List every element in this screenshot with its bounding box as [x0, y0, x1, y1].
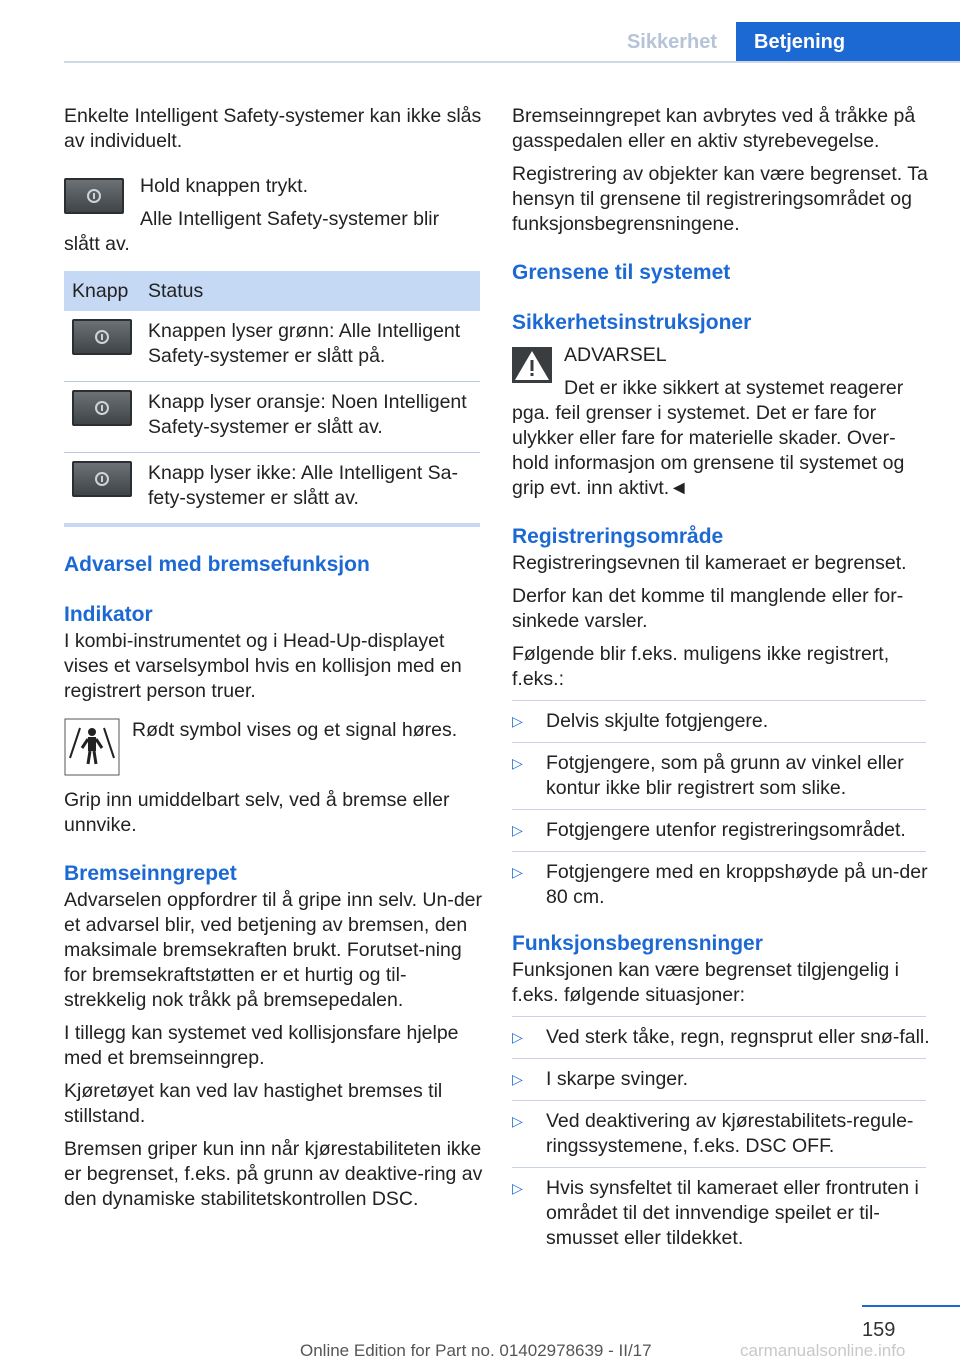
bullet-icon: ▷	[512, 1113, 523, 1129]
list-divider	[512, 809, 926, 810]
heading-advarsel: Advarsel med bremsefunksjon	[64, 553, 370, 576]
list-item: ▷ Hvis synsfeltet til kameraet eller frontruten i området til det innvendige speilet er til-smusset eller tildekket.	[512, 1177, 919, 1249]
brems-text-4: Bremsen griper kun inn når kjørestabiliteten ikke er begrenset, f.eks. på grunn av deaktive-ring av den dynamiske stabilitetskontrollen DSC.	[64, 1138, 483, 1210]
hold-block	[64, 174, 484, 257]
table-cell-status: Knappen lyser grønn: Alle Intelligent Safety-systemer er slått på.	[140, 311, 480, 382]
bullet-icon: ▷	[512, 755, 523, 771]
grip-text: Grip inn umiddelbart selv, ved å bremse eller unnvike.	[64, 789, 450, 836]
table-row	[64, 382, 480, 453]
table-head-knapp: Knapp	[64, 271, 140, 311]
bullet-icon: ▷	[512, 864, 523, 880]
brems-text-2: I tillegg kan systemet ved kollisjonsfare hjelpe med et bremseinngrep.	[64, 1022, 459, 1069]
brems-text-3: Kjøretøyet kan ved lav hastighet bremses til stillstand.	[64, 1080, 443, 1127]
heading-bremseinngrep: Bremseinngrepet	[64, 862, 237, 885]
bullet-icon: ▷	[512, 713, 523, 729]
tab-betjening[interactable]: Betjening	[736, 22, 960, 62]
table-cell-status: Knapp lyser oransje: Noen Intelligent Safety-systemer er slått av.	[140, 382, 480, 453]
list-divider	[512, 1016, 926, 1017]
green-button-icon	[72, 319, 132, 355]
reg-list	[512, 700, 932, 910]
warning-title: ADVARSEL	[564, 344, 667, 366]
list-item: ▷ Ved deaktivering av kjørestabilitets-regule-ringssystemene, f.eks. DSC OFF.	[512, 1110, 914, 1157]
bullet-icon: ▷	[512, 1029, 523, 1045]
list-item: ▷ I skarpe svinger.	[512, 1068, 688, 1090]
header-rule	[64, 61, 960, 63]
intro-text: Enkelte Intelligent Safety-systemer kan ikke slås av individuelt.	[64, 105, 482, 152]
off-button-icon	[72, 461, 132, 497]
list-divider	[512, 700, 926, 701]
heading-registreringsomrade: Registreringsområde	[512, 525, 724, 548]
table-row	[64, 311, 480, 382]
right-column	[512, 104, 932, 1259]
funk-list	[512, 1016, 932, 1251]
edition-text: Online Edition for Part no. 01402978639 - II/17	[300, 1341, 652, 1360]
footer-rule	[862, 1305, 960, 1307]
reg-text-1: Registreringsevnen til kameraet er begrenset.	[512, 552, 907, 574]
symbol-text: Rødt symbol vises og et signal høres.	[132, 719, 458, 741]
list-divider	[512, 1100, 926, 1101]
list-divider	[512, 742, 926, 743]
warning-triangle-icon	[512, 347, 552, 383]
hold-text-1: Hold knappen trykt.	[140, 175, 309, 197]
heading-funksjonsbegrensninger: Funksjonsbegrensninger	[512, 932, 763, 955]
list-divider	[512, 1167, 926, 1168]
pedestrian-warning-icon	[64, 718, 120, 776]
left-column	[64, 104, 484, 1212]
reg-text-2: Derfor kan det komme til manglende eller for-sinkede varsler.	[512, 585, 904, 632]
list-item: ▷ Fotgjengere utenfor registreringsområdet.	[512, 819, 906, 841]
list-item: ▷ Delvis skjulte fotgjengere.	[512, 710, 769, 732]
warning-text-rest: pga. feil grenser i systemet. Det er fare for ulykker eller fare for materielle skader. Over-hold informasjon om grensene til systemet og grip evt. inn aktivt.◄	[512, 402, 905, 499]
right-text-1: Bremseinngrepet kan avbrytes ved å tråkke på gasspedalen eller en aktiv styrebevegelse.	[512, 105, 916, 152]
table-row	[64, 453, 480, 526]
hold-text-2b: slått av.	[64, 233, 130, 255]
brems-text-1: Advarselen oppfordrer til å gripe inn selv. Un-der et advarsel blir, ved betjening av bremsen, den maksimale bremsekraften brukt. Forutset-ning for bremsekraftstøtten er et hurtig og til-strekkelig nok tråkk på bremsepedalen.	[64, 889, 483, 1011]
heading-indikator: Indikator	[64, 603, 153, 626]
warning-text-first: Det er ikke sikkert at systemet reagerer	[564, 377, 904, 399]
list-divider	[512, 1058, 926, 1059]
heading-sikkerhetsinstruksjoner: Sikkerhetsinstruksjoner	[512, 311, 752, 334]
bullet-icon: ▷	[512, 1071, 523, 1087]
indikator-text: I kombi-instrumentet og i Head-Up-displayet vises et varselsymbol hvis en kollisjon med en registrert person truer.	[64, 630, 462, 702]
list-item: ▷ Fotgjengere, som på grunn av vinkel eller kontur ikke blir registrert som slike.	[512, 752, 904, 799]
heading-grensene: Grensene til systemet	[512, 261, 731, 284]
status-table	[64, 271, 480, 527]
symbol-block	[64, 718, 484, 780]
right-text-2: Registrering av objekter kan være begrenset. Ta hensyn til grensene til registreringsområdet og funksjonsbegrensningene.	[512, 163, 928, 235]
hold-text-2a: Alle Intelligent Safety-systemer blir	[140, 208, 440, 230]
table-cell-status: Knapp lyser ikke: Alle Intelligent Sa-fety-systemer er slått av.	[140, 453, 480, 526]
funk-text: Funksjonen kan være begrenset tilgjengelig i f.eks. følgende situasjoner:	[512, 959, 899, 1006]
list-divider	[512, 851, 926, 852]
bullet-icon: ▷	[512, 1180, 523, 1196]
page-number: 159	[862, 1319, 896, 1341]
bullet-icon: ▷	[512, 822, 523, 838]
tab-sikkerhet[interactable]: Sikkerhet	[626, 31, 718, 53]
safety-button-icon	[64, 178, 124, 214]
list-item: ▷ Fotgjengere med en kroppshøyde på un-der 80 cm.	[512, 861, 928, 908]
list-item: ▷ Ved sterk tåke, regn, regnsprut eller snø-fall.	[512, 1026, 930, 1048]
orange-button-icon	[72, 390, 132, 426]
reg-text-3: Følgende blir f.eks. muligens ikke registrert, f.eks.:	[512, 643, 890, 690]
warning-block	[512, 343, 932, 501]
table-head-status: Status	[140, 271, 480, 311]
watermark: carmanualsonline.info	[740, 1341, 906, 1360]
